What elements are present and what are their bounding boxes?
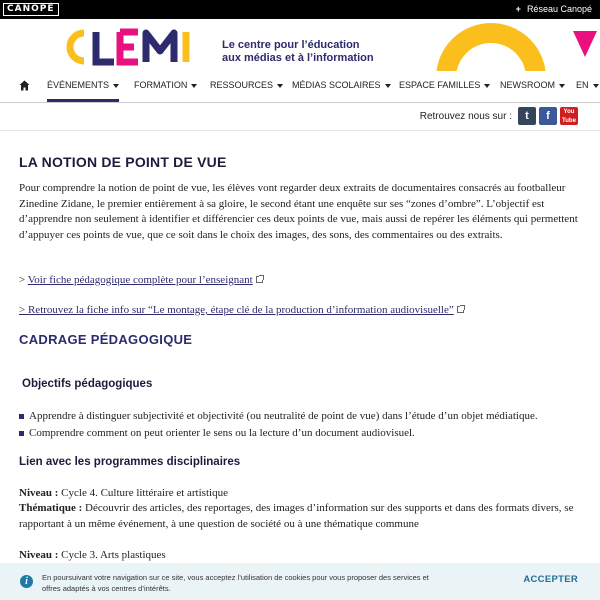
home-icon[interactable]: [19, 80, 30, 91]
nav-item-medias-scolaires[interactable]: [292, 71, 391, 102]
link-prefix: >: [19, 304, 28, 316]
tagline-line-2: aux médias et à l’information: [222, 52, 374, 64]
chevron-down-icon: [113, 84, 119, 88]
intro-paragraph: Pour comprendre la notion de point de vue, les élèves vont regarder deux extraits de documentaires consacrés au footballeur Zinedine Zidane, le premier entièrement à sa gloire, le second étant une enquête sur ses “zones d’ombre”. L’objectif est d’apprendre non seulement à identifier et différencier ces deux points de vue, mais aussi de repérer les éléments qui permettent d’appuyer ces points de vue, que ce soit dans le choix des images, des sons, des commentaires ou des extraits.: [19, 182, 578, 241]
nav-item-label: FORMATION: [134, 80, 188, 90]
niveau-cycle-3: [19, 548, 579, 564]
decorative-pink-triangle: [573, 31, 597, 57]
social-links: [420, 106, 578, 126]
social-label: Retrouvez nous sur :: [419, 110, 512, 122]
nav-item-evenements[interactable]: [47, 71, 119, 102]
cookie-text: [42, 572, 462, 594]
cookie-text-line-1: En poursuivant votre navigation sur ce site, vous acceptez l’utilisation de cookies pour vous proposer des services et: [42, 573, 429, 582]
niveau-value: Cycle 3. Arts plastiques: [58, 549, 166, 561]
nav-item-language[interactable]: [576, 71, 599, 102]
niveau-label: Niveau :: [19, 487, 59, 499]
clemi-logo-text: CLEMI: [62, 27, 66, 28]
link-fiche-enseignant-row: [19, 273, 579, 289]
nav-item-label: RESSOURCES: [210, 80, 274, 90]
chevron-down-icon: [385, 84, 391, 88]
info-icon: i: [20, 575, 33, 588]
external-link-icon: [457, 306, 464, 313]
nav-item-formation[interactable]: [134, 71, 197, 102]
external-link-icon: [256, 276, 263, 283]
list-item: Comprendre comment on peut orienter le sens ou la lecture d’un document audiovisuel.: [19, 426, 579, 441]
objectifs-heading: Objectifs pédagogiques: [22, 378, 153, 390]
link-fiche-enseignant[interactable]: Voir fiche pédagogique complète pour l’enseignant: [27, 274, 253, 286]
nav-item-label: NEWSROOM: [500, 80, 555, 90]
tumblr-icon[interactable]: t: [518, 107, 536, 125]
link-fiche-montage-row: [19, 303, 579, 319]
chevron-down-icon: [277, 84, 283, 88]
chevron-down-icon: [191, 84, 197, 88]
list-item: Apprendre à distinguer subjectivité et objectivité (ou neutralité de point de vue) dans l’étude d’un objet médiatique.: [19, 409, 579, 424]
reseau-canope-link[interactable]: [516, 3, 592, 16]
cookie-text-line-2: offres adaptés à vos centres d’intérêts.: [42, 584, 171, 593]
youtube-icon[interactable]: You Tube: [560, 107, 578, 125]
chevron-down-icon: [484, 84, 490, 88]
page-title: LA NOTION DE POINT DE VUE: [19, 154, 227, 170]
reseau-canope-label: Réseau Canopé: [526, 4, 592, 14]
clemi-logo[interactable]: [62, 27, 212, 67]
lien-programmes-heading: Lien avec les programmes disciplinaires: [19, 456, 241, 468]
top-bar: [0, 0, 600, 19]
niveau-value: Cycle 4. Culture littéraire et artistique: [58, 487, 228, 499]
plus-icon: +: [515, 4, 521, 14]
nav-item-label: EN: [576, 80, 589, 90]
nav-item-newsroom[interactable]: [500, 71, 565, 102]
link-prefix: >: [19, 274, 28, 286]
nav-item-ressources[interactable]: [210, 71, 283, 102]
thematique-label: Thématique :: [19, 502, 83, 514]
nav-item-label: ÉVÉNEMENTS: [47, 80, 110, 90]
canope-logo[interactable]: CANOPÉ: [3, 3, 59, 16]
nav-item-label: MÉDIAS SCOLAIRES: [292, 80, 381, 90]
tagline-line-1: Le centre pour l’éducation: [222, 39, 360, 51]
accept-cookies-button[interactable]: ACCEPTER: [523, 574, 578, 585]
link-fiche-montage[interactable]: Retrouvez la fiche info sur “Le montage, étape clé de la production d’information audiovisuelle”: [27, 304, 454, 316]
main-navigation: [0, 71, 600, 103]
cookie-banner: [0, 563, 600, 600]
facebook-icon[interactable]: f: [539, 107, 557, 125]
site-header: [0, 19, 600, 71]
chevron-down-icon: [559, 84, 565, 88]
niveau-label: Niveau :: [19, 549, 59, 561]
decorative-yellow-arc: [436, 23, 546, 71]
divider: [0, 130, 600, 131]
site-tagline: [222, 39, 374, 65]
section-title: CADRAGE PÉDAGOGIQUE: [19, 332, 193, 347]
nav-item-espace-familles[interactable]: [399, 71, 490, 102]
niveau-cycle-4: [19, 486, 579, 502]
nav-item-label: ESPACE FAMILLES: [399, 80, 481, 90]
chevron-down-icon: [593, 84, 599, 88]
thematique-value: Découvrir des articles, des reportages, des images d’information sur des supports et dans des formats divers, se rapportant à un même événement, à une question de société ou à une thématique commune: [19, 502, 574, 530]
thematique: [19, 501, 579, 532]
